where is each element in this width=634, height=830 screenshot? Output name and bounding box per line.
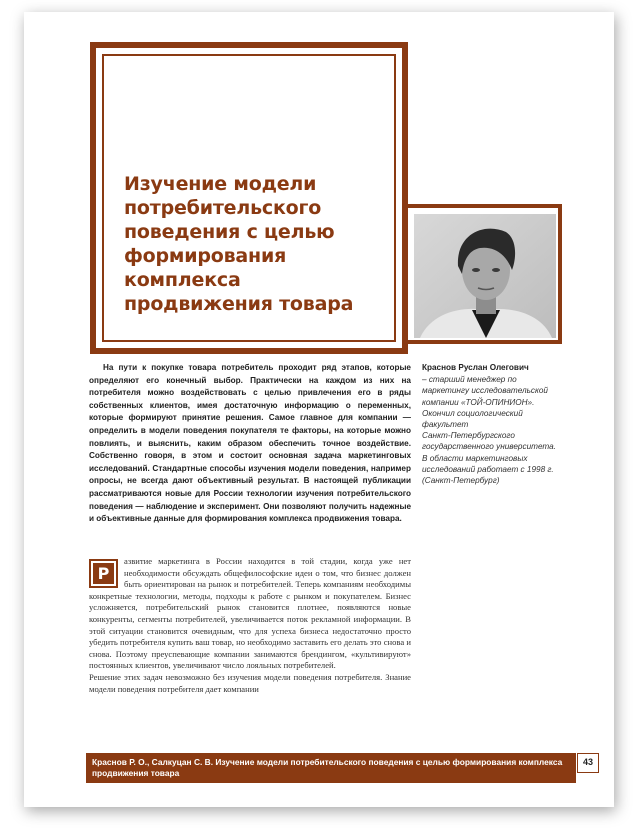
article-lead bbox=[89, 362, 411, 526]
lead-paragraph: На пути к покупке товара потребитель проходит ряд этапов, которые определяют его конечный выбор. Практически на каждом из них на потребителя можно воздействовать с целью привлечения его в ряды собственных клиентов, имея достаточную информацию о переменных, которые формируют принятие решения. Самое главное для компании — определить в модели поведения покупателя те факторы, на которые можно повлиять, и выяснить, каким образом обеспечить точное воздействие. Собственно говоря, в этом и состоит основная задача маркетинговых исследований. Стандартные способы изучения модели поведения, например опросы, не всегда дают объективный результат. В настоящей публикации рассматриваются новые для России технологии изучения потребительского поведения — наблюдение и эксперимент. Они позволяют получить надежные и объективные данные для формирования комплекса продвижения товара. bbox=[89, 363, 411, 524]
author-bio: – старший менеджер по маркетингу исследовательской компании «ТОЙ-ОПИНИОН». Окончил социологический факультет Санкт-Петербургского государственного университета. В области маркетинговых исследований работает с 1998 г. (Санкт-Петербург) bbox=[422, 375, 556, 486]
title-frame bbox=[90, 42, 408, 354]
author-photo bbox=[404, 204, 562, 344]
drop-cap-letter: Р bbox=[93, 563, 114, 584]
page-number: 43 bbox=[577, 753, 599, 773]
body-paragraph: азвитие маркетинга в России находится в той стадии, когда уже нет необходимости обсуждать общефилософские идеи о том, что бизнес должен быть ориентирован на рынок и потребителей. Теперь компаниям необходимы конкретные технологии, методы, подходы к работе с рынком и покупателем. Бизнес усложняется, потребительский рынок становится плотнее, появляются новые конкуренты, сегменты потребителей, увеличивается поток рекламной информации. В этой ситуации становится очевидным, что для успеха бизнеса недостаточно просто убедить потребителя купить ваш товар, но необходимо заставить его делать это снова и снова. Поэтому преуспевающие компании занимаются брендингом, «культивируют» постоянных клиентов, увеличивают число лояльных потребителей. bbox=[89, 556, 411, 671]
author-name: Краснов Руслан Олегович bbox=[422, 363, 529, 372]
journal-page bbox=[24, 12, 614, 807]
author-portrait-image bbox=[414, 214, 556, 338]
footer-citation: Краснов Р. О., Салкуцан С. В. Изучение модели потребительского поведения с целью формирования комплекса продвижения товара bbox=[86, 753, 576, 783]
author-info bbox=[422, 362, 582, 486]
body-paragraph: Решение этих задач невозможно без изучения модели поведения потребителя. Знание модели поведения потребителя дает компании bbox=[89, 671, 411, 694]
article-title: Изучение модели потребительского поведения с целью формирования комплекса продвижения товара bbox=[124, 173, 354, 315]
drop-cap bbox=[89, 559, 118, 588]
article-body bbox=[89, 556, 411, 695]
